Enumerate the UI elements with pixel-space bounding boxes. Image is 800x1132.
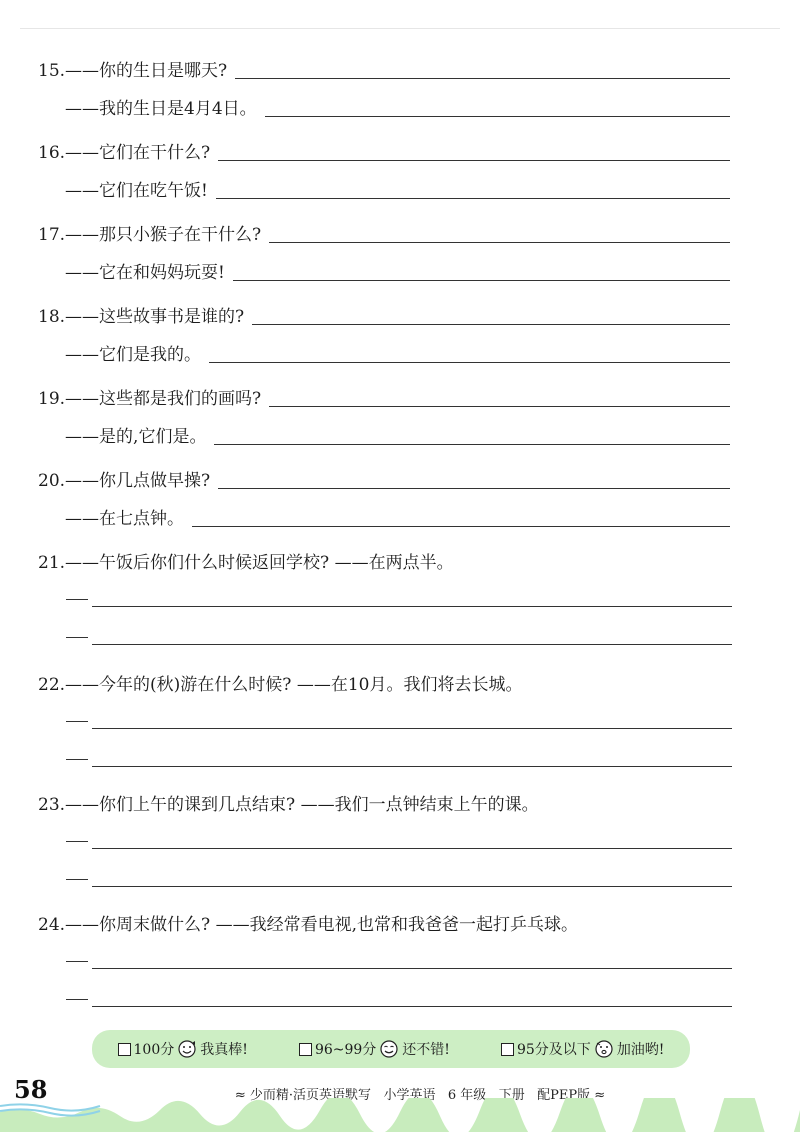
item-17-question xyxy=(38,216,730,246)
item-number: 24. xyxy=(38,915,66,935)
question-text: ——你几点做早操? xyxy=(65,471,211,491)
answer-blank[interactable] xyxy=(192,526,730,527)
item-number: 16. xyxy=(38,143,66,163)
item-23-answer-line-2[interactable] xyxy=(66,864,732,888)
item-16-answer xyxy=(38,172,730,202)
score-comment: 还不错! xyxy=(402,1042,450,1058)
item-22-answer-line-1[interactable] xyxy=(66,706,732,730)
answer-blank[interactable] xyxy=(214,444,730,445)
dialog-text: ——你们上午的课到几点结束? ——我们一点钟结束上午的课。 xyxy=(65,795,539,815)
dialog-text: ——午饭后你们什么时候返回学校? ——在两点半。 xyxy=(65,553,454,573)
top-rule xyxy=(20,28,780,29)
series-title: 少而精·活页英语默写 xyxy=(249,1088,372,1103)
item-15-question xyxy=(38,52,730,82)
smile-face-icon xyxy=(379,1039,399,1059)
answer-text: ——在七点钟。 xyxy=(65,509,185,529)
wave-ornament-right: ≈ xyxy=(594,1088,606,1103)
score-option-96-99 xyxy=(299,1039,450,1059)
item-21-prompt xyxy=(38,544,730,574)
grass-border-decoration xyxy=(0,1098,800,1132)
item-17-answer xyxy=(38,254,730,284)
answer-blank[interactable] xyxy=(218,160,730,161)
item-23-answer-line-1[interactable] xyxy=(66,826,732,850)
cheer-face-icon xyxy=(594,1039,614,1059)
answer-text: ——它们是我的。 xyxy=(65,345,202,365)
answer-blank[interactable] xyxy=(216,198,730,199)
item-22-prompt xyxy=(38,666,730,696)
answer-text: ——它在和妈妈玩耍! xyxy=(65,263,225,283)
score-label: 95分及以下 xyxy=(516,1042,591,1058)
answer-blank[interactable] xyxy=(235,78,730,79)
wave-ornament-left: ≈ xyxy=(234,1088,246,1103)
score-option-95-below xyxy=(501,1039,664,1059)
item-number: 19. xyxy=(38,389,66,409)
score-comment: 我真棒! xyxy=(200,1042,248,1058)
item-number: 23. xyxy=(38,795,66,815)
item-number: 17. xyxy=(38,225,66,245)
checkbox[interactable] xyxy=(299,1043,312,1056)
volume: 下册 xyxy=(498,1088,525,1103)
item-21-answer-line-1[interactable] xyxy=(66,584,732,608)
item-15-answer xyxy=(38,90,730,120)
grade: 6 年级 xyxy=(447,1088,487,1103)
item-24-answer-line-1[interactable] xyxy=(66,946,732,970)
page-number: 58 xyxy=(14,1075,48,1104)
dialog-text: ——今年的(秋)游在什么时候? ——在10月。我们将去长城。 xyxy=(65,675,523,695)
answer-blank[interactable] xyxy=(269,242,730,243)
item-18-answer xyxy=(38,336,730,366)
item-number: 22. xyxy=(38,675,66,695)
item-21-answer-line-2[interactable] xyxy=(66,622,732,646)
item-20-question xyxy=(38,462,730,492)
item-20-answer xyxy=(38,500,730,530)
subject: 小学英语 xyxy=(383,1088,436,1103)
answer-text: ——它们在吃午饭! xyxy=(65,181,208,201)
item-22-answer-line-2[interactable] xyxy=(66,744,732,768)
answer-text: ——是的,它们是。 xyxy=(65,427,207,447)
item-24-answer-line-2[interactable] xyxy=(66,984,732,1008)
item-19-question xyxy=(38,380,730,410)
answer-blank[interactable] xyxy=(265,116,730,117)
item-19-answer xyxy=(38,418,730,448)
checkbox[interactable] xyxy=(118,1043,131,1056)
question-text: ——这些故事书是谁的? xyxy=(65,307,245,327)
score-self-evaluation-bar xyxy=(92,1030,690,1068)
dialog-text: ——你周末做什么? ——我经常看电视,也常和我爸爸一起打乒乓球。 xyxy=(65,915,578,935)
question-text: ——这些都是我们的画吗? xyxy=(65,389,262,409)
score-label: 96~99分 xyxy=(314,1042,377,1058)
item-number: 20. xyxy=(38,471,66,491)
answer-blank[interactable] xyxy=(218,488,730,489)
answer-blank[interactable] xyxy=(233,280,730,281)
answer-blank[interactable] xyxy=(209,362,730,363)
item-number: 15. xyxy=(38,61,66,81)
item-24-prompt xyxy=(38,906,730,936)
item-16-question xyxy=(38,134,730,164)
item-23-prompt xyxy=(38,786,730,816)
question-text: ——那只小猴子在干什么? xyxy=(65,225,262,245)
item-number: 18. xyxy=(38,307,66,327)
item-number: 21. xyxy=(38,553,66,573)
score-label: 100分 xyxy=(133,1042,175,1058)
answer-blank[interactable] xyxy=(252,324,730,325)
thumbs-up-face-icon xyxy=(177,1039,197,1059)
question-text: ——你的生日是哪天? xyxy=(65,61,228,81)
score-comment: 加油哟! xyxy=(616,1042,665,1058)
answer-blank[interactable] xyxy=(269,406,730,407)
question-text: ——它们在干什么? xyxy=(65,143,211,163)
score-option-100 xyxy=(118,1039,248,1059)
item-18-question xyxy=(38,298,730,328)
answer-text: ——我的生日是4月4日。 xyxy=(65,99,257,119)
edition: 配PEP版 xyxy=(537,1088,591,1103)
checkbox[interactable] xyxy=(501,1043,514,1056)
